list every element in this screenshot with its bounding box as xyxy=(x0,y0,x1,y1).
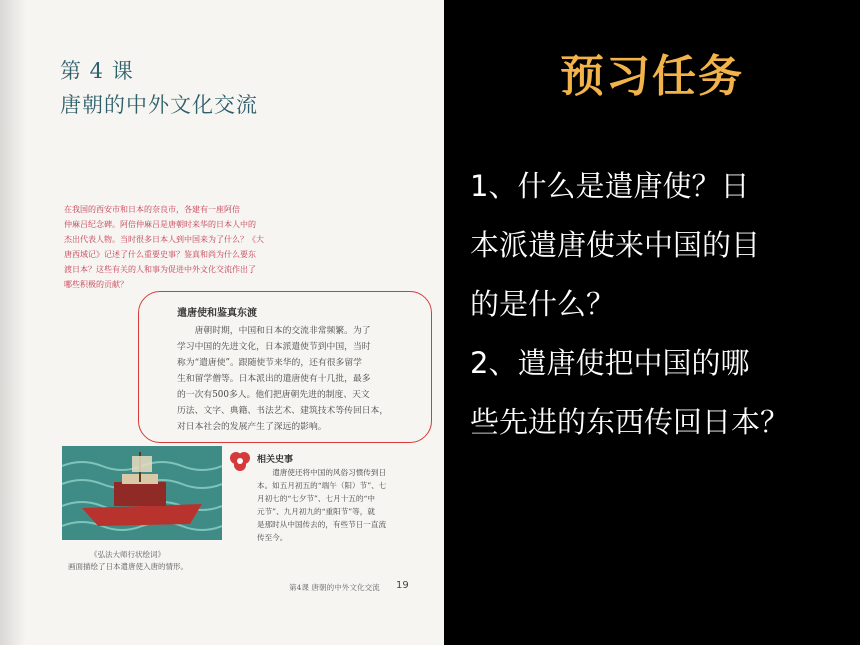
preview-task-title: 预习任务 xyxy=(560,51,744,102)
intro-line: 渡日本？这些有关的人和事为促进中外文化交流作出了 xyxy=(64,265,256,274)
intro-paragraph xyxy=(64,202,274,292)
section-line: 历法、文字、典籍、书法艺术、建筑技术等传回日本， xyxy=(177,406,389,416)
task-line: 的是什么？ xyxy=(470,287,616,321)
intro-line: 唐西域记》记述了什么重要史事？鉴真和尚为什么要东 xyxy=(64,250,256,259)
page-footer: 第4课 唐朝的中外文化交流 xyxy=(289,583,380,592)
section-line: 的一次有500多人。他们把唐朝先进的制度、天文 xyxy=(177,390,370,400)
related-line: 是那时从中国传去的，有些节日一直流 xyxy=(257,520,387,529)
section-line: 对日本社会的发展产生了深远的影响。 xyxy=(177,422,327,432)
section-line: 学习中国的先进文化，日本派遣使节到中国，当时 xyxy=(177,342,371,352)
related-history-heading: 相关史事 xyxy=(257,455,294,465)
section-heading: 遣唐使和鉴真东渡 xyxy=(177,308,257,319)
ship-painting xyxy=(62,446,222,540)
lesson-title: 唐朝的中外文化交流 xyxy=(60,93,258,117)
lesson-number: 第 4 课 xyxy=(60,59,134,83)
section-body xyxy=(177,323,409,435)
related-history-body xyxy=(257,466,407,544)
task-list xyxy=(470,157,830,452)
task-line: 2、遣唐使把中国的哪 xyxy=(470,346,750,380)
related-line: 传至今。 xyxy=(257,533,288,542)
intro-line: 在我国的西安市和日本的奈良市，各建有一座阿倍 xyxy=(64,205,240,214)
intro-line: 仲麻吕纪念碑。阿倍仲麻吕是唐朝时来华的日本人中的 xyxy=(64,220,256,229)
task-line: 1、什么是遣唐使？日 xyxy=(470,169,750,203)
section-line: 称为“遣唐使”。跟随使节来华的，还有很多留学 xyxy=(177,358,362,368)
section-line: 生和留学僧等。日本派出的遣唐使有十几批，最多 xyxy=(177,374,371,384)
task-line: 些先进的东西传回日本？ xyxy=(470,405,790,439)
section-line: 唐朝时期，中国和日本的交流非常频繁。为了 xyxy=(194,326,371,336)
related-history-icon xyxy=(229,450,251,472)
task-line: 本派遣唐使来中国的目 xyxy=(470,228,761,262)
page-fold-shadow xyxy=(0,0,26,645)
related-line: 月初七的“七夕节”、七月十五的“中 xyxy=(257,494,375,503)
related-line: 遣唐使还将中国的风俗习惯传到日 xyxy=(272,468,387,477)
painting-caption-title: 《弘法大师行状绘词》 xyxy=(90,550,165,559)
page-number: 19 xyxy=(396,580,409,591)
related-line: 本。如五月初五的“端午（阳）节”、七 xyxy=(257,481,387,490)
intro-line: 杰出代表人物。当时很多日本人到中国来为了什么？《大 xyxy=(64,235,264,244)
painting-caption-description: 画面描绘了日本遣唐使入唐的情形。 xyxy=(68,562,188,571)
related-line: 元节”、九月初九的“重阳节”等，就 xyxy=(257,507,375,516)
intro-line: 哪些积极的贡献？ xyxy=(64,280,128,289)
